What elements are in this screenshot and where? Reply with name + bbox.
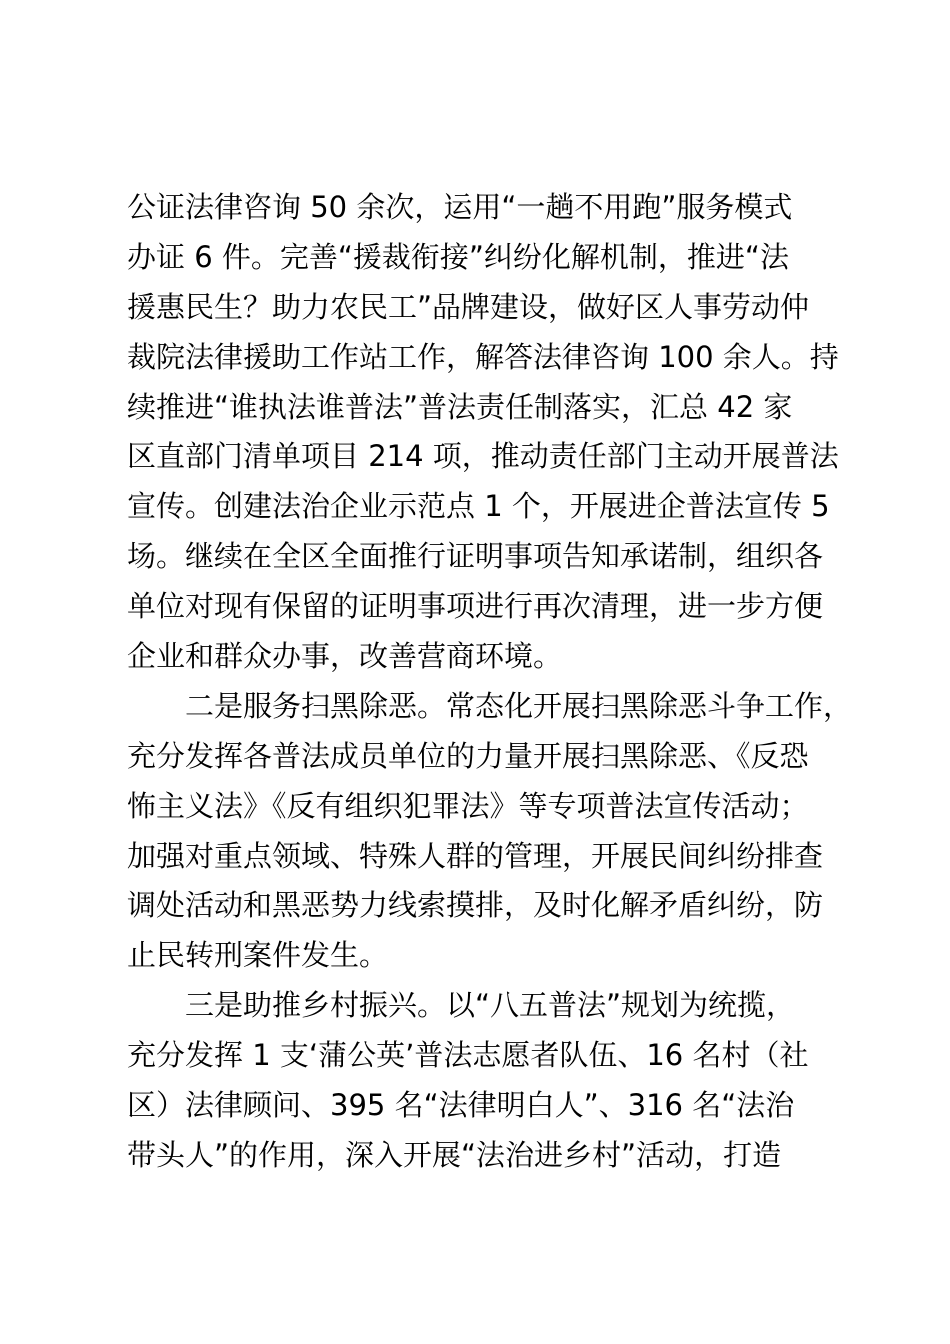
text-line: 充分发挥 1 支‘蒲公英’普法志愿者队伍、16 名村（社 [127, 1038, 809, 1073]
text-line: 区直部门清单项目 214 项，推动责任部门主动开展普法 [127, 439, 839, 474]
text-line: 企业和群众办事，改善营商环境。 [127, 639, 563, 674]
text-line: 办证 6 件。完善“援裁衔接”纠纷化解机制，推进“法 [127, 239, 789, 274]
paragraph-1 [127, 183, 845, 682]
paragraph-3 [127, 981, 845, 1181]
text-line: 续推进“谁执法谁普法”普法责任制落实，汇总 42 家 [127, 389, 793, 424]
text-line: 援惠民生？助力农民工”品牌建设，做好区人事劳动仲 [127, 289, 810, 324]
text-line: 怖主义法》《反有组织犯罪法》等专项普法宣传活动； [127, 788, 809, 823]
text-line: 充分发挥各普法成员单位的力量开展扫黑除恶、《反恐 [127, 738, 809, 773]
text-line: 带头人”的作用，深入开展“法治进乡村”活动，打造 [127, 1137, 782, 1172]
text-line: 公证法律咨询 50 余次，运用“一趟不用跑”服务模式 [127, 190, 793, 224]
paragraph-2 [127, 682, 853, 981]
text-line: 场。继续在全区全面推行证明事项告知承诺制，组织各 [127, 539, 824, 574]
text-line: 宣传。创建法治企业示范点 1 个，开展进企普法宣传 5 [127, 489, 830, 524]
body-text [127, 183, 853, 1181]
text-line: 区）法律顾问、395 名“法律明白人”、316 名“法治 [127, 1088, 795, 1123]
text-line: 裁院法律援助工作站工作，解答法律咨询 100 余人。持 [127, 339, 839, 374]
text-line: 加强对重点领域、特殊人群的管理，开展民间纠纷排查 [127, 838, 824, 873]
text-line: 调处活动和黑恶势力线索摸排，及时化解矛盾纠纷，防 [127, 888, 824, 923]
text-line: 三是助推乡村振兴。以“八五普法”规划为统揽， [185, 988, 796, 1023]
text-line: 单位对现有保留的证明事项进行再次清理，进一步方便 [127, 589, 824, 624]
text-line: 二是服务扫黑除恶。常态化开展扫黑除恶斗争工作， [185, 688, 853, 723]
text-line: 止民转刑案件发生。 [127, 938, 389, 973]
